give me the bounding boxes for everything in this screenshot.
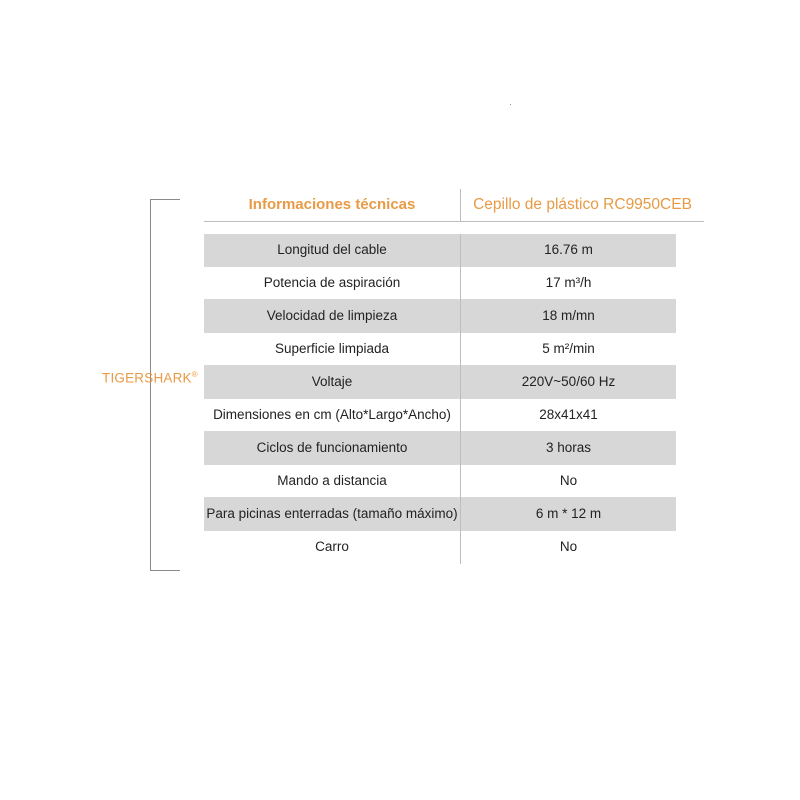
decorative-dot — [510, 104, 511, 105]
table-row — [204, 432, 676, 465]
spec-table — [204, 234, 676, 564]
spec-label: Ciclos de funcionamiento — [256, 440, 408, 455]
header-product-name: Cepillo de plástico RC9950CEB — [473, 196, 692, 213]
spec-value: No — [559, 539, 578, 554]
spec-label: Velocidad de limpieza — [266, 308, 398, 323]
spec-value: 3 horas — [545, 440, 592, 455]
table-header — [204, 189, 704, 221]
table-row — [204, 234, 676, 267]
table-row — [204, 531, 676, 564]
spec-label: Longitud del cable — [277, 242, 387, 257]
column-divider — [460, 234, 461, 564]
spec-value: 6 m * 12 m — [535, 506, 602, 521]
spec-label: Superficie limpiada — [274, 341, 390, 356]
table-row — [204, 498, 676, 531]
spec-value: 17 m³/h — [545, 275, 592, 290]
spec-label: Para picinas enterradas (tamaño máximo) — [206, 506, 458, 521]
spec-value: 220V~50/60 Hz — [521, 374, 616, 389]
spec-label: Carro — [315, 539, 349, 554]
spec-value: No — [559, 473, 578, 488]
table-row — [204, 399, 676, 432]
table-row — [204, 465, 676, 498]
brand-label — [102, 370, 198, 386]
spec-label: Voltaje — [311, 374, 353, 389]
table-row — [204, 267, 676, 300]
header-technical-info: Informaciones técnicas — [248, 196, 416, 213]
table-row — [204, 333, 676, 366]
spec-value: 18 m/mn — [542, 308, 595, 323]
spec-label: Potencia de aspiración — [263, 275, 401, 290]
brand-name: TIGERSHARK — [102, 370, 192, 386]
spec-value: 5 m²/min — [542, 341, 595, 356]
spec-value: 16.76 m — [544, 242, 593, 257]
table-row — [204, 300, 676, 333]
spec-value: 28x41x41 — [539, 407, 598, 422]
header-underline — [204, 221, 704, 222]
spec-label: Mando a distancia — [277, 473, 387, 488]
spec-label: Dimensiones en cm (Alto*Largo*Ancho) — [213, 407, 451, 422]
registered-mark: ® — [191, 370, 198, 379]
table-row — [204, 366, 676, 399]
